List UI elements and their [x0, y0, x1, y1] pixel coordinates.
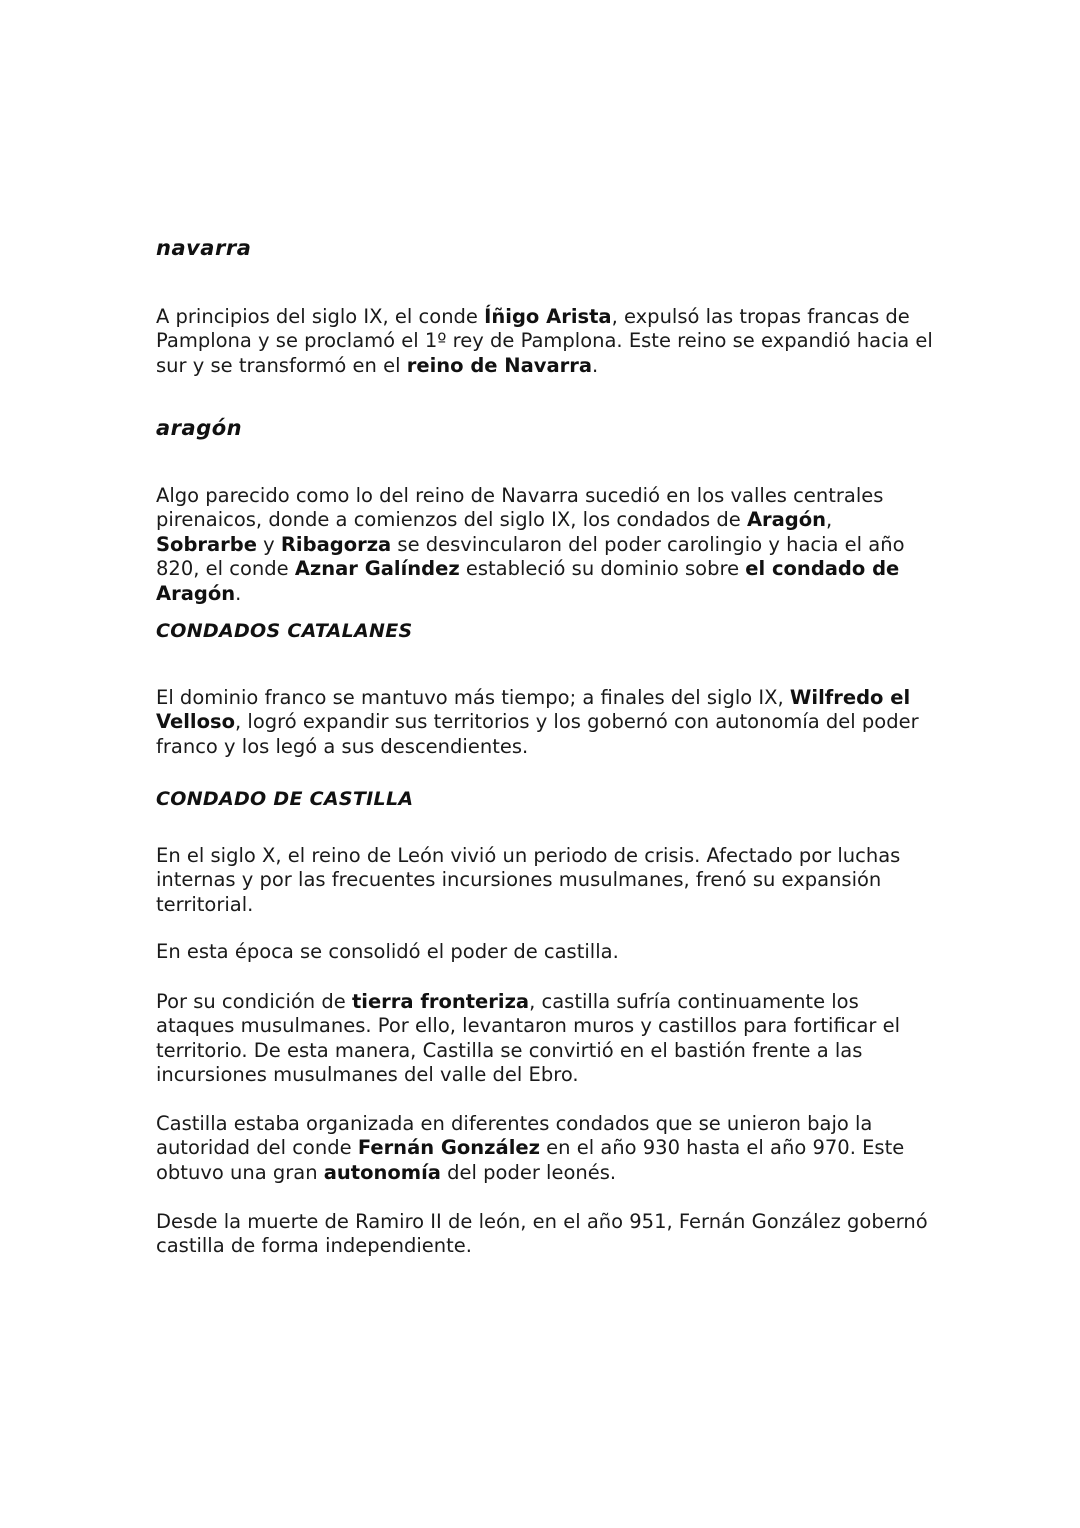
bold-inigo-arista: Íñigo Arista	[484, 305, 612, 328]
bold-sobrarbe: Sobrarbe	[156, 532, 257, 556]
paragraph-castilla-1: En el siglo X, el reino de León vivió un periodo de crisis. Afectado por luchas internas y por las frecuentes incursiones musulmanes, frenó su expansión territorial.	[156, 844, 901, 916]
bold-condado-aragon: el condado de Aragón	[156, 557, 900, 605]
paragraph-castilla-3: Por su condición de tierra fronteriza, castilla sufría continuamente los ataques musulmanes. Por ello, levantaron muros y castillos para fortificar el territorio. De esta manera, Castilla se convirtió en el bastión frente a las incursiones musulmanes del valle del Ebro.	[156, 990, 901, 1087]
paragraph-catalanes: El dominio franco se mantuvo más tiempo; a finales del siglo IX, Wilfredo el Velloso, logró expandir sus territorios y los gobernó con autonomía del poder franco y los legó a sus descendientes.	[156, 686, 919, 758]
heading-aragon: aragón	[156, 416, 243, 440]
heading-condados-catalanes: CONDADOS CATALANES	[156, 620, 413, 642]
paragraph-castilla-4: Castilla estaba organizada en diferentes condados que se unieron bajo la autoridad del conde Fernán González en el año 930 hasta el año 970. Este obtuvo una gran autonomía del poder leonés.	[156, 1112, 905, 1184]
paragraph-navarra: A principios del siglo IX, el conde Íñigo Arista, expulsó las tropas francas de Pamplona y se proclamó el 1º rey de Pamplona. Este reino se expandió hacia el sur y se transformó en el reino de Navarra.	[156, 305, 933, 377]
bold-autonomia: autonomía	[323, 1160, 441, 1184]
heading-navarra: navarra	[156, 236, 252, 260]
bold-aragon: Aragón	[746, 508, 827, 532]
bold-wilfredo: Wilfredo el Velloso	[156, 686, 911, 734]
bold-aznar-galindez: Aznar Galíndez	[294, 557, 460, 581]
bold-ribagorza: Ribagorza	[280, 532, 392, 556]
bold-reino-navarra: reino de Navarra	[406, 353, 593, 377]
bold-fernan-gonzalez: Fernán González	[357, 1136, 540, 1160]
bold-tierra-fronteriza: tierra fronteriza	[351, 990, 530, 1013]
heading-condado-castilla: CONDADO DE CASTILLA	[156, 788, 414, 810]
paragraph-castilla-2: En esta época se consolidó el poder de castilla.	[156, 940, 619, 963]
paragraph-aragon: Algo parecido como lo del reino de Navarra sucedió en los valles centrales pirenaicos, donde a comienzos del siglo IX, los condados de Aragón, Sobrarbe y Ribagorza se desvincularon del poder carolingio y hacia el año 820, el conde Aznar Galíndez estableció su dominio sobre el condado de Aragón.	[156, 484, 905, 605]
paragraph-castilla-5: Desde la muerte de Ramiro II de león, en el año 951, Fernán González gobernó castilla de forma independiente.	[156, 1210, 928, 1258]
